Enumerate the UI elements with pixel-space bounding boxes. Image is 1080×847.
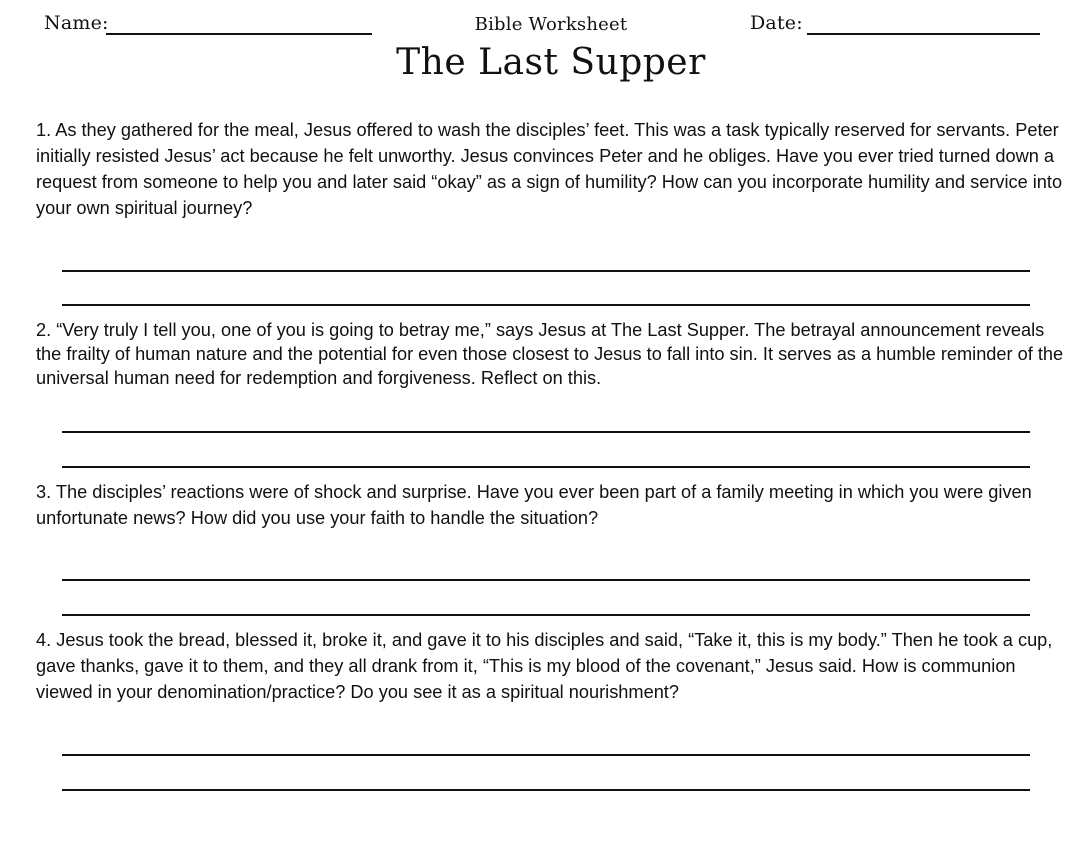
answer-line-2a[interactable] (62, 431, 1030, 433)
question-1: 1. As they gathered for the meal, Jesus offered to wash the disciples’ feet. This was a task typically reserved for servants. Peter initially resisted Jesus’ act because he felt unworthy. Jesus convinces Peter and he obliges. Have you ever tried turned down a request from someone to help you and later said “okay” as a sign of humility? How can you incorporate humility and service into your own spiritual journey? (36, 120, 1063, 218)
answer-line-3a[interactable] (62, 579, 1030, 581)
answer-line-3b[interactable] (62, 614, 1030, 616)
date-label: Date: (750, 12, 803, 34)
name-label: Name: (44, 12, 109, 34)
worksheet-type-label: Bible Worksheet (474, 14, 628, 35)
question-4: 4. Jesus took the bread, blessed it, broke it, and gave it to his disciples and said, “Take it, this is my body.” Then he took a cup, gave thanks, gave it to them, and they all drank from it, “This is my blood of the covenant,” Jesus said. How is communion viewed in your denomination/practice? Do you see it as a spiritual nourishment? (36, 630, 1053, 702)
page-title: The Last Supper (396, 42, 706, 83)
question-2: 2. “Very truly I tell you, one of you is going to betray me,” says Jesus at The Last Supper. The betrayal announcement reveals the frailty of human nature and the potential for even those closest to Jesus to fall into sin. It serves as a humble reminder of the universal human need for redemption and forgiveness. Reflect on this. (36, 320, 1064, 388)
answer-line-4a[interactable] (62, 754, 1030, 756)
question-3: 3. The disciples’ reactions were of shock and surprise. Have you ever been part of a family meeting in which you were given unfortunate news? How did you use your faith to handle the situation? (36, 482, 1032, 528)
answer-line-1b[interactable] (62, 304, 1030, 306)
answer-line-1a[interactable] (62, 270, 1030, 272)
answer-line-2b[interactable] (62, 466, 1030, 468)
date-field[interactable] (807, 33, 1040, 35)
answer-line-4b[interactable] (62, 789, 1030, 791)
